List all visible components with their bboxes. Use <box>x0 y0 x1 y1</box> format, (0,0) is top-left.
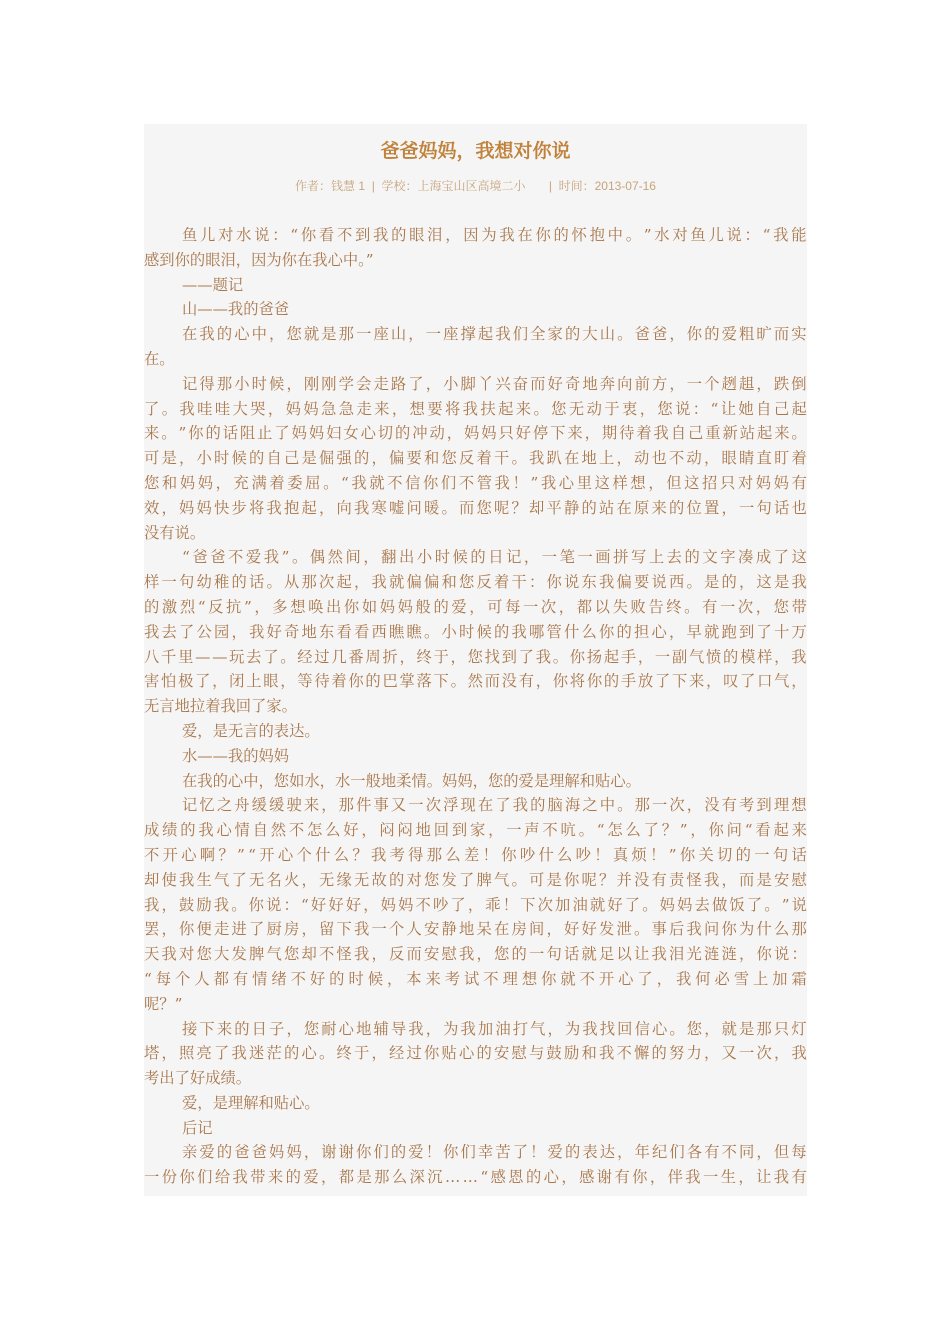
text-line: 我 去 了 公 园 ， 我 好 奇 地 东 看 看 西 瞧 瞧 。 小 时 候 的 我 哪 管 什 么 你 的 担 心 ， 早 就 跑 到 了 十 万 <box>144 622 807 641</box>
text-line: 的 激 烈 “ 反 抗 ” ， 多 想 唤 出 你 如 妈 妈 般 的 爱 ， 可 每 一 次 ， 都 以 失 败 告 终 。 有 一 次 ， 您 带 <box>144 597 807 616</box>
text-line: 在。 <box>144 349 175 368</box>
text-line: 您 和 妈 妈 ， 充 满 着 委 屈 。 “ 我 就 不 信 你 们 不 管 我 ！ ” 我 心 里 这 样 想 ， 但 这 招 只 对 妈 妈 有 <box>144 473 807 492</box>
article-title: 爸爸妈妈，我想对你说 <box>380 140 571 162</box>
text-line: 考出了好成绩。 <box>144 1069 252 1088</box>
text-line: 可 是 ， 小 时 候 的 自 己 是 倔 强 的 ， 偏 要 和 您 反 着 干 。 我 趴 在 地 上 ， 动 也 不 动 ， 眼 睛 直 盯 着 <box>144 449 807 468</box>
text-line: 不 开 心 啊 ？ ” “ 开 心 个 什 么 ？ 我 考 得 那 么 差 ！ 你 吵 什 么 吵 ！ 真 烦 ！ ” 你 关 切 的 一 句 话 <box>144 845 807 864</box>
text-line: 来 。 ” 你 的 话 阻 止 了 妈 妈 妇 女 心 切 的 冲 动 ， 妈 妈 只 好 停 下 来 ， 期 待 着 我 自 己 重 新 站 起 来 。 <box>144 424 807 443</box>
text-line: 记 忆 之 舟 缓 缓 驶 来 ， 那 件 事 又 一 次 浮 现 在 了 我 的 脑 海 之 中 。 那 一 次 ， 没 有 考 到 理 想 <box>182 796 807 815</box>
article-meta: 作者：钱慧 1 | 学校：上海宝山区高境二小 | 时间：2013-07-16 <box>295 179 656 193</box>
text-line: 天 我 对 您 大 发 脾 气 您 却 不 怪 我 ， 反 而 安 慰 我 ， 您 的 一 句 话 就 足 以 让 我 泪 光 涟 涟 ， 你 说 ： <box>144 945 807 964</box>
text-line: 爱，是无言的表达。 <box>182 721 320 740</box>
text-line: 亲 爱 的 爸 爸 妈 妈 ， 谢 谢 你 们 的 爱 ！ 你 们 幸 苦 了 ！ 爱 的 表 达 ， 年 纪 们 各 有 不 同 ， 但 每 <box>182 1143 807 1162</box>
article-body <box>144 223 807 1190</box>
text-line: 水——我的妈妈 <box>182 746 290 765</box>
text-line: 八 千 里 — — 玩 去 了 。 经 过 几 番 周 折 ， 终 于 ， 您 找 到 了 我 。 你 扬 起 手 ， 一 副 气 愤 的 模 样 ， 我 <box>144 647 807 666</box>
text-line: 塔 ， 照 亮 了 我 迷 茫 的 心 。 终 于 ， 经 过 你 贴 心 的 安 慰 与 鼓 励 和 我 不 懈 的 努 力 ， 又 一 次 ， 我 <box>144 1044 807 1063</box>
text-line: 在 我 的 心 中 ， 您 就 是 那 一 座 山 ， 一 座 撑 起 我 们 全 家 的 大 山 。 爸 爸 ， 你 的 爱 粗 旷 而 实 <box>182 325 807 344</box>
text-line: 害 怕 极 了 ， 闭 上 眼 ， 等 待 着 你 的 巴 掌 落 下 。 然 而 没 有 ， 你 将 你 的 手 放 了 下 来 ， 叹 了 口 气 ， <box>144 672 807 691</box>
text-line: 没有说。 <box>144 523 206 542</box>
text-line: 鱼 儿 对 水 说 ： “ 你 看 不 到 我 的 眼 泪 ， 因 为 我 在 你 的 怀 抱 中 。 ” 水 对 鱼 儿 说 ： “ 我 能 <box>182 226 807 244</box>
text-line: 后记 <box>182 1118 213 1137</box>
text-line: 记 得 那 小 时 候 ， 刚 刚 学 会 走 路 了 ， 小 脚 丫 兴 奋 而 好 奇 地 奔 向 前 方 ， 一 个 趔 趄 ， 跌 倒 <box>182 374 807 393</box>
text-line: “ 每 个 人 都 有 情 绪 不 好 的 时 候 ， 本 来 考 试 不 理 想 你 就 不 开 心 了 ， 我 何 必 雪 上 加 霜 <box>144 969 807 988</box>
text-line: 成 绩 的 我 心 情 自 然 不 怎 么 好 ， 闷 闷 地 回 到 家 ， 一 声 不 吭 。 “ 怎 么 了 ？ ” ， 你 问 “ 看 起 来 <box>144 821 807 840</box>
text-line: 却 使 我 生 气 了 无 名 火 ， 无 缘 无 故 的 对 您 发 了 脾 气 。 可 是 你 呢 ？ 并 没 有 责 怪 我 ， 而 是 安 慰 <box>144 870 807 889</box>
text-line: 一 份 你 们 给 我 带 来 的 爱 ， 都 是 那 么 深 沉 … … “ 感 恩 的 心 ， 感 谢 有 你 ， 伴 我 一 生 ， 让 我 有 <box>144 1168 807 1187</box>
text-line: 接 下 来 的 日 子 ， 您 耐 心 地 辅 导 我 ， 为 我 加 油 打 气 ， 为 我 找 回 信 心 。 您 ， 就 是 那 只 灯 <box>182 1019 807 1038</box>
text-line: 感到你的眼泪，因为你在我心中。” <box>144 250 374 269</box>
text-line: ——题记 <box>182 275 244 294</box>
text-line: 无言地拉着我回了家。 <box>144 697 297 716</box>
text-line: 罢 ， 你 便 走 进 了 厨 房 ， 留 下 我 一 个 人 安 静 地 呆 在 房 间 ， 好 好 发 泄 。 事 后 我 问 你 为 什 么 那 <box>144 920 807 939</box>
text-line: 呢？” <box>144 994 183 1013</box>
text-line: “ 爸 爸 不 爱 我 ” 。 偶 然 间 ， 翻 出 小 时 候 的 日 记 ， 一 笔 一 画 拼 写 上 去 的 文 字 凑 成 了 这 <box>182 548 807 567</box>
text-line: 山——我的爸爸 <box>182 300 290 319</box>
text-line: 我 ， 鼓 励 我 。 你 说 ： “ 好 好 好 ， 妈 妈 不 吵 了 ， 乖 ！ 下 次 加 油 就 好 了 。 妈 妈 去 做 饭 了 。 ” 说 <box>144 895 807 914</box>
text-line: 在我的心中，您如水，水一般地柔情。妈妈，您的爱是理解和贴心。 <box>182 771 641 790</box>
text-line: 爱，是理解和贴心。 <box>182 1093 320 1112</box>
text-line: 效 ， 妈 妈 快 步 将 我 抱 起 ， 向 我 寒 嘘 问 暖 。 而 您 呢 ？ 却 平 静 的 站 在 原 来 的 位 置 ， 一 句 话 也 <box>144 498 807 517</box>
text-line: 样 一 句 幼 稚 的 话 。 从 那 次 起 ， 我 就 偏 偏 和 您 反 着 干 ： 你 说 东 我 偏 要 说 西 。 是 的 ， 这 是 我 <box>144 573 807 592</box>
text-line: 了 。 我 哇 哇 大 哭 ， 妈 妈 急 急 走 来 ， 想 要 将 我 扶 起 来 。 您 无 动 于 衷 ， 您 说 ： “ 让 她 自 己 起 <box>144 399 807 418</box>
